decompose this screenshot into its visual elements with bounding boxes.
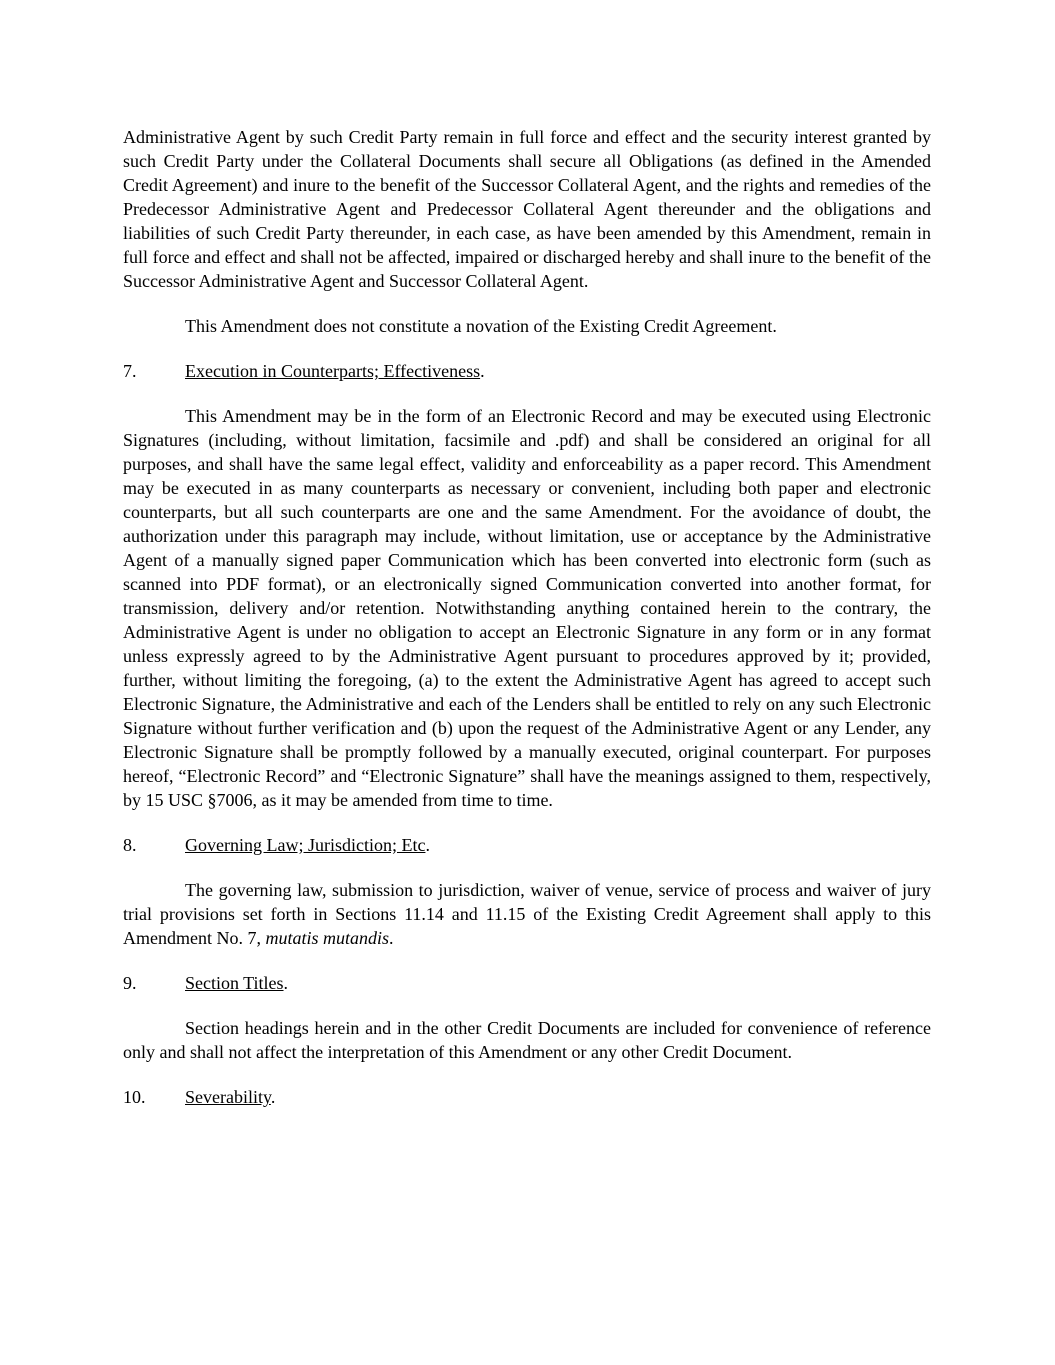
section-heading-7 (123, 359, 931, 383)
section-title: Section Titles (185, 973, 284, 993)
section-title: Severability (185, 1087, 271, 1107)
section-number: 10. (123, 1087, 146, 1107)
paragraph-section-titles: Section headings herein and in the other Credit Documents are included for convenience of reference only and shall not affect the interpretation of this Amendment or any other Credit Document. (123, 1018, 931, 1062)
paragraph-counterparts-effectiveness: This Amendment may be in the form of an Electronic Record and may be executed using Electronic Signatures (including, without limitation, facsimile and .pdf) and shall be considered an original for all purposes, and shall have the same legal effect, validity and enforceability as a paper record. This Amendment may be executed in as many counterparts as necessary or convenient, including both paper and electronic counterparts, but all such counterparts are one and the same Amendment. For the avoidance of doubt, the authorization under this paragraph may include, without limitation, use or acceptance by the Administrative Agent of a manually signed paper Communication which has been converted into electronic form (such as scanned into PDF format), or an electronically signed Communication converted into another format, for transmission, delivery and/or retention. Notwithstanding anything contained herein to the contrary, the Administrative Agent is under no obligation to accept an Electronic Signature in any form or in any format unless expressly agreed to by the Administrative Agent pursuant to procedures approved by it; provided, further, without limiting the foregoing, (a) to the extent the Administrative Agent has agreed to accept such Electronic Signature, the Administrative and each of the Lenders shall be entitled to rely on any such Electronic Signature without further verification and (b) upon the request of the Administrative Agent or any Lender, any Electronic Signature shall be promptly followed by a manually executed, original counterpart. For purposes hereof, “Electronic Record” and “Electronic Signature” shall have the meanings assigned to them, respectively, by 15 USC §7006, as it may be amended from time to time. (123, 406, 931, 810)
section-title-period: . (480, 361, 485, 381)
paragraph-governing-law (123, 878, 931, 950)
latin-phrase-italic: mutatis mutandis (265, 928, 389, 948)
section-number: 7. (123, 361, 137, 381)
paragraph-novation: This Amendment does not constitute a novation of the Existing Credit Agreement. (185, 316, 777, 336)
section-heading-8 (123, 833, 931, 857)
section-title-period: . (425, 835, 430, 855)
section-heading-10 (123, 1085, 931, 1109)
governing-law-text: The governing law, submission to jurisdiction, waiver of venue, service of process and waiver of jury trial provisions set forth in Sections 11.14 and 11.15 of the Existing Credit Agreement shall apply to this Amendment No. 7, (123, 880, 931, 948)
section-number: 8. (123, 835, 137, 855)
section-title: Execution in Counterparts; Effectiveness (185, 361, 481, 381)
governing-law-period: . (389, 928, 394, 948)
section-title-period: . (283, 973, 289, 993)
paragraph-continuation: Administrative Agent by such Credit Party remain in full force and effect and the security interest granted by such Credit Party under the Collateral Documents shall secure all Obligations (as defined in the Amended Credit Agreement) and inure to the benefit of the Successor Collateral Agent, and the rights and remedies of the Predecessor Administrative Agent and Predecessor Collateral Agent thereunder and the obligations and liabilities of such Credit Party thereunder, in each case, as have been amended by this Amendment, remain in full force and effect and shall not be affected, impaired or discharged hereby and shall inure to the benefit of the Successor Administrative Agent and Successor Collateral Agent. (123, 127, 931, 291)
section-title-period: . (270, 1087, 276, 1107)
section-heading-9 (123, 971, 931, 995)
section-title: Governing Law; Jurisdiction; Etc (185, 835, 426, 855)
section-number: 9. (123, 973, 137, 993)
